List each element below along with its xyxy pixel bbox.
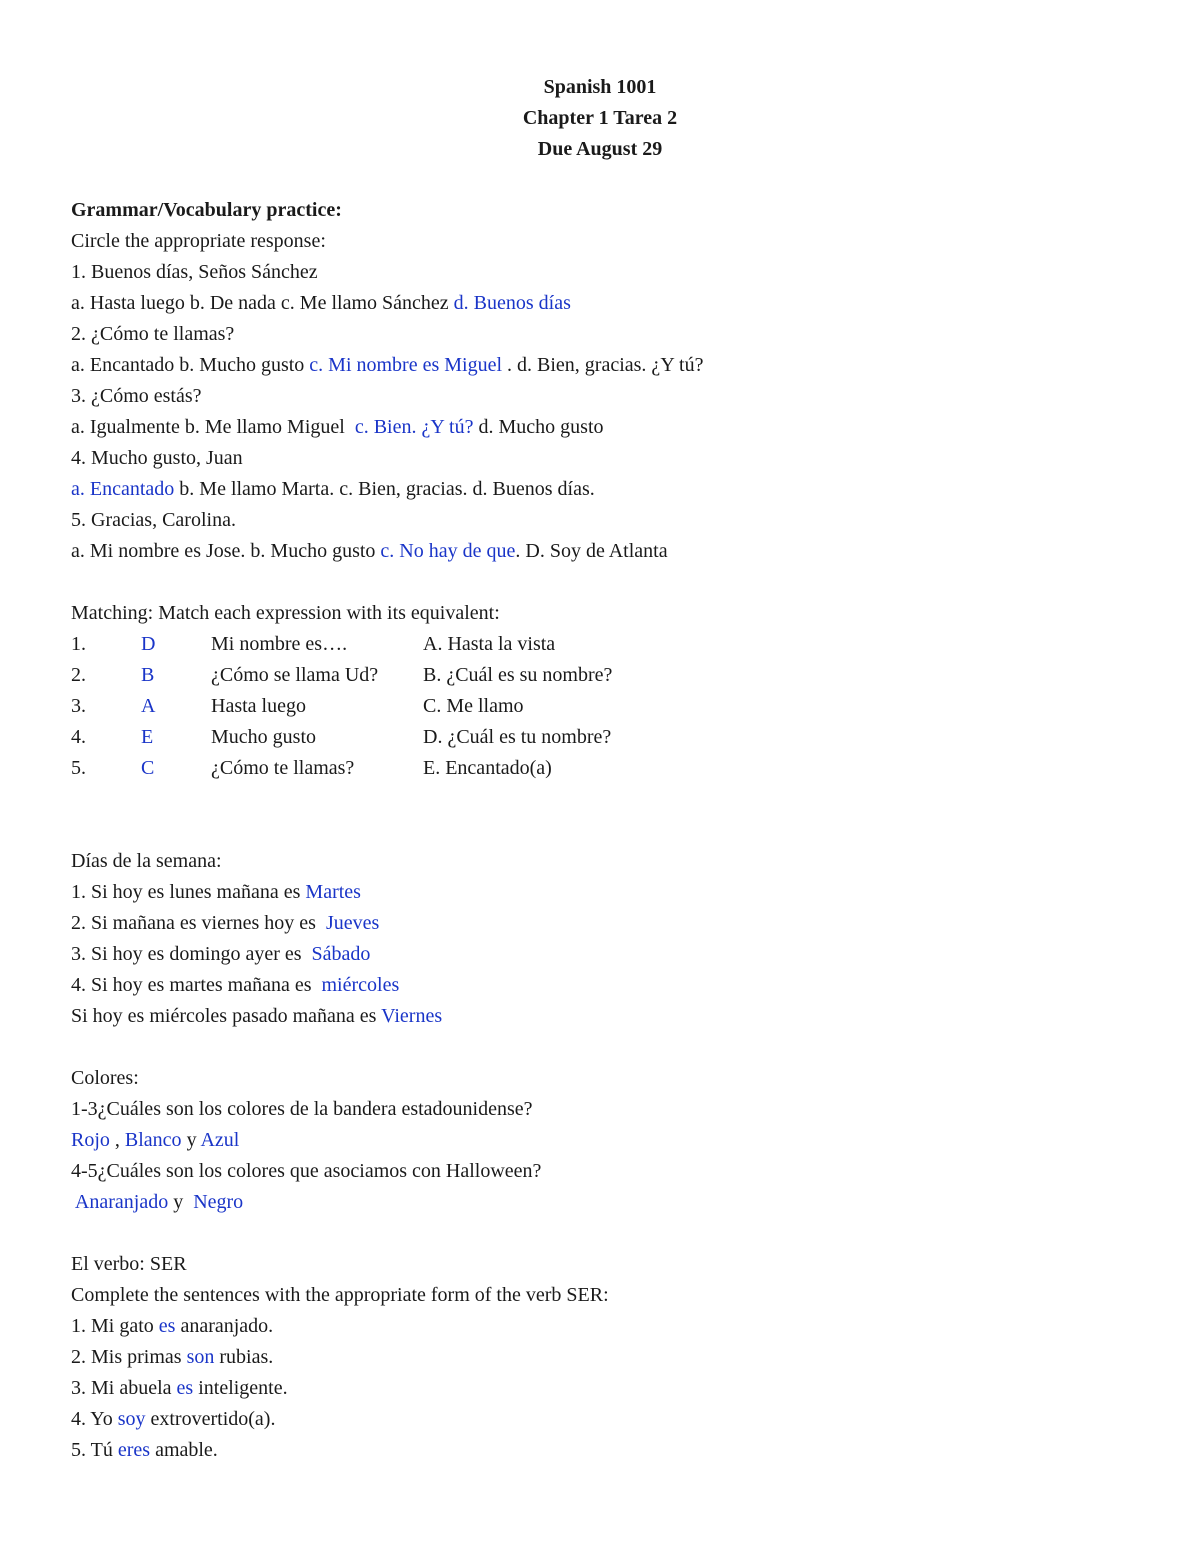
matching-row xyxy=(71,660,1131,691)
color-answer: Azul xyxy=(200,1129,240,1151)
matching-row xyxy=(71,629,1131,660)
ser-item xyxy=(71,1404,1131,1435)
ser-item xyxy=(71,1435,1131,1466)
separator-text: , xyxy=(109,1129,125,1151)
dias-heading: Días de la semana: xyxy=(71,850,222,872)
question-1-options xyxy=(71,288,1131,319)
row-number: 2. xyxy=(71,664,86,686)
color-answer: Negro xyxy=(193,1191,244,1213)
item-answer: Martes xyxy=(305,881,361,903)
answer-text: c. Mi nombre es Miguel xyxy=(309,354,503,376)
dias-item xyxy=(71,908,1131,939)
spacer xyxy=(71,1218,1131,1249)
matching-row xyxy=(71,722,1131,753)
separator-text: y xyxy=(181,1129,201,1151)
document-body xyxy=(71,195,1131,1466)
spacer xyxy=(71,1032,1131,1063)
item-prompt: 1. Si hoy es lunes mañana es xyxy=(71,881,306,903)
answer-text: a. Encantado xyxy=(71,478,175,500)
row-expression: ¿Cómo se llama Ud? xyxy=(211,664,379,686)
row-number: 3. xyxy=(71,695,86,717)
row-expression: Hasta luego xyxy=(211,695,306,717)
matching-row xyxy=(71,691,1131,722)
row-equivalent: C. Me llamo xyxy=(423,695,524,717)
options-text: a. Encantado b. Mucho gusto xyxy=(71,354,310,376)
colores-question-2: 4-5¿Cuáles son los colores que asociamos con Halloween? xyxy=(71,1160,542,1182)
item-answer: es xyxy=(176,1377,194,1399)
item-prompt: 2. Si mañana es viernes hoy es xyxy=(71,912,326,934)
item-prompt: Si hoy es miércoles pasado mañana es xyxy=(71,1005,382,1027)
ser-item xyxy=(71,1342,1131,1373)
colores-question-1: 1-3¿Cuáles son los colores de la bandera estadounidense? xyxy=(71,1098,533,1120)
item-prompt: 3. Si hoy es domingo ayer es xyxy=(71,943,312,965)
question-3-prompt: 3. ¿Cómo estás? xyxy=(71,385,202,407)
options-text: . D. Soy de Atlanta xyxy=(515,540,668,562)
options-text: a. Hasta luego b. De nada c. Me llamo Sánchez xyxy=(71,292,454,314)
row-expression: Mi nombre es…. xyxy=(211,633,348,655)
assignment-title: Chapter 1 Tarea 2 xyxy=(522,107,678,129)
item-before: 2. Mis primas xyxy=(71,1346,187,1368)
colores-heading: Colores: xyxy=(71,1067,139,1089)
grammar-heading: Grammar/Vocabulary practice: xyxy=(71,199,342,221)
options-text: d. Mucho gusto xyxy=(473,416,604,438)
item-before: 1. Mi gato xyxy=(71,1315,159,1337)
question-2-options xyxy=(71,350,1131,381)
options-text: b. Me llamo Marta. c. Bien, gracias. d. Buenos días. xyxy=(174,478,595,500)
ser-heading: El verbo: SER xyxy=(71,1253,187,1275)
question-4-options xyxy=(71,474,1131,505)
row-equivalent: A. Hasta la vista xyxy=(423,633,556,655)
matching-row xyxy=(71,753,1131,784)
question-5-prompt: 5. Gracias, Carolina. xyxy=(71,509,236,531)
item-answer: es xyxy=(158,1315,176,1337)
row-expression: ¿Cómo te llamas? xyxy=(211,757,355,779)
item-before: 3. Mi abuela xyxy=(71,1377,177,1399)
item-before: 4. Yo xyxy=(71,1408,118,1430)
due-date: Due August 29 xyxy=(537,138,663,160)
row-expression: Mucho gusto xyxy=(211,726,316,748)
spacer xyxy=(71,567,1131,598)
item-after: anaranjado. xyxy=(175,1315,274,1337)
row-answer: A xyxy=(141,695,156,717)
row-number: 1. xyxy=(71,633,86,655)
row-answer: E xyxy=(141,726,154,748)
row-answer: B xyxy=(141,664,155,686)
options-text: . d. Bien, gracias. ¿Y tú? xyxy=(502,354,704,376)
dias-item xyxy=(71,877,1131,908)
item-after: inteligente. xyxy=(193,1377,288,1399)
ser-item xyxy=(71,1373,1131,1404)
item-answer: Jueves xyxy=(325,912,380,934)
item-answer: Sábado xyxy=(311,943,371,965)
item-prompt: 4. Si hoy es martes mañana es xyxy=(71,974,322,996)
options-text: a. Igualmente b. Me llamo Miguel xyxy=(71,416,355,438)
question-3-options xyxy=(71,412,1131,443)
item-after: rubias. xyxy=(214,1346,274,1368)
item-answer: Viernes xyxy=(381,1005,443,1027)
answer-text: c. Bien. ¿Y tú? xyxy=(354,416,474,438)
item-answer: eres xyxy=(117,1439,151,1461)
dias-item xyxy=(71,1001,1131,1032)
row-answer: D xyxy=(141,633,156,655)
dias-item xyxy=(71,970,1131,1001)
item-before: 5. Tú xyxy=(71,1439,118,1461)
row-equivalent: E. Encantado(a) xyxy=(423,757,552,779)
grammar-instructions: Circle the appropriate response: xyxy=(71,230,326,252)
color-answer: Blanco xyxy=(124,1129,182,1151)
options-text: a. Mi nombre es Jose. b. Mucho gusto xyxy=(71,540,381,562)
color-answer: Anaranjado xyxy=(74,1191,169,1213)
ser-instructions: Complete the sentences with the appropriate form of the verb SER: xyxy=(71,1284,609,1306)
row-number: 4. xyxy=(71,726,86,748)
dias-item xyxy=(71,939,1131,970)
colores-answer-1 xyxy=(71,1125,1131,1156)
answer-text: d. Buenos días xyxy=(453,292,571,314)
question-4-prompt: 4. Mucho gusto, Juan xyxy=(71,447,243,469)
item-after: amable. xyxy=(150,1439,218,1461)
ser-item xyxy=(71,1311,1131,1342)
document-header xyxy=(0,72,1200,165)
row-number: 5. xyxy=(71,757,86,779)
spacer xyxy=(71,784,1131,846)
item-after: extrovertido(a). xyxy=(145,1408,276,1430)
colores-answer-2 xyxy=(71,1187,1131,1218)
row-equivalent: D. ¿Cuál es tu nombre? xyxy=(423,726,612,748)
course-title: Spanish 1001 xyxy=(543,76,657,98)
item-answer: miércoles xyxy=(321,974,400,996)
question-2-prompt: 2. ¿Cómo te llamas? xyxy=(71,323,235,345)
question-1-prompt: 1. Buenos días, Seños Sánchez xyxy=(71,261,318,283)
color-answer: Rojo xyxy=(71,1129,110,1151)
item-answer: son xyxy=(186,1346,215,1368)
row-equivalent: B. ¿Cuál es su nombre? xyxy=(423,664,613,686)
separator-text: y xyxy=(168,1191,194,1213)
matching-heading: Matching: Match each expression with its equivalent: xyxy=(71,602,500,624)
answer-text: c. No hay de que xyxy=(380,540,516,562)
row-answer: C xyxy=(141,757,155,779)
question-5-options xyxy=(71,536,1131,567)
item-answer: soy xyxy=(117,1408,146,1430)
